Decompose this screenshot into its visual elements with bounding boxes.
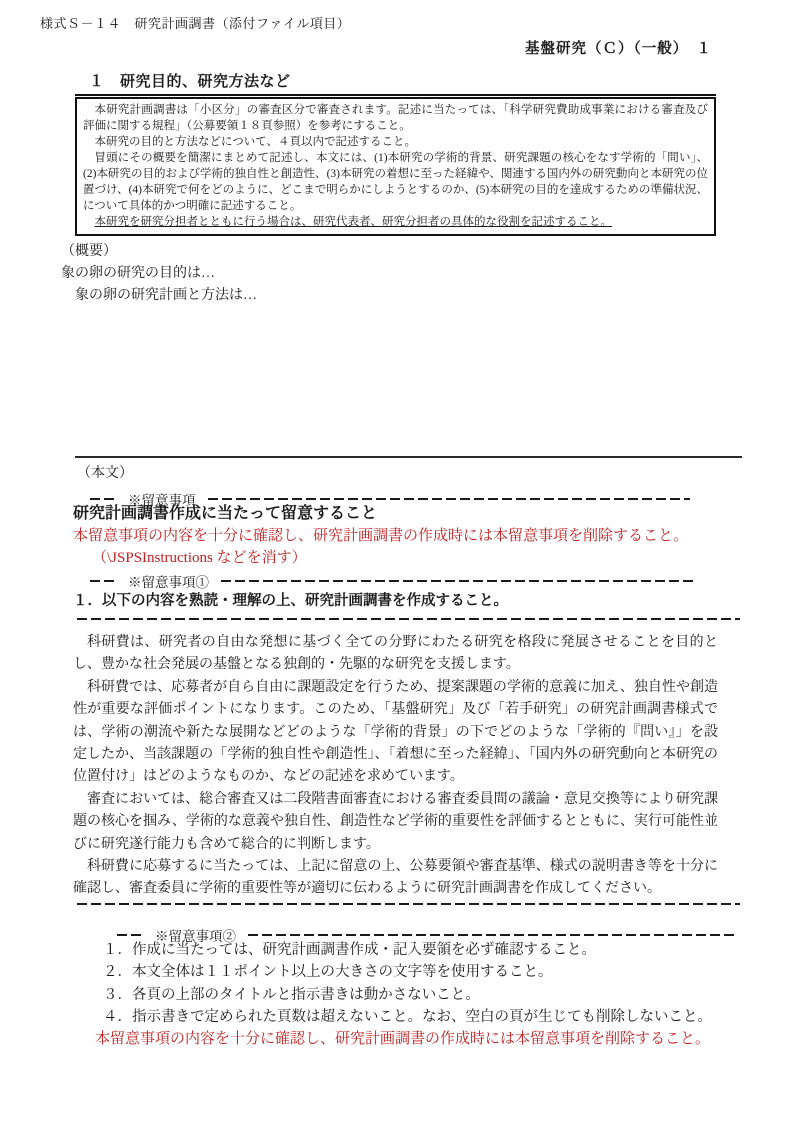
body-paragraph: 科研費に応募するに当たっては、上記に留意の上、公募要領や審査基準、様式の説明書き等を十分に確認し、審査委員に学術的重要性等が適切に伝わるように研究計画調書を作成してください。 bbox=[73, 857, 718, 896]
red-warning-final: 本留意事項の内容を十分に確認し、研究計画調書の作成時には本留意事項を削除すること。 bbox=[95, 1031, 711, 1047]
red-warning: 本留意事項の内容を十分に確認し、研究計画調書の作成時には本留意事項を削除すること。 bbox=[73, 528, 689, 544]
body-paragraphs bbox=[73, 630, 718, 899]
notes2-item-list bbox=[103, 939, 712, 1028]
dashed-separator bbox=[77, 903, 740, 905]
instruction-paragraph: 本研究計画調書は「小区分」の審査区分で審査されます。記述に当たっては、「科学研究費助成事業における審査及び評価に関する規程」（公募要領１８頁参照）を参考にすること。 bbox=[83, 104, 708, 132]
dash-prefix bbox=[90, 580, 117, 582]
notes2-item: １．作成に当たっては、研究計画調書作成・記入要領を必ず確認すること。 bbox=[103, 942, 596, 958]
overview-label: （概要） bbox=[61, 244, 117, 259]
notes2-item: ４．指示書きで定められた頁数は超えないこと。なお、空白の頁が生じても削除しないこと。 bbox=[103, 1008, 712, 1025]
note1-heading: １．以下の内容を熟読・理解の上、研究計画調書を作成すること。 bbox=[73, 593, 508, 609]
form-id-label: 様式Ｓ－１４ 研究計画調書（添付ファイル項目） bbox=[40, 16, 351, 31]
dashed-separator bbox=[77, 618, 740, 620]
notes-label: ※留意事項 bbox=[128, 493, 196, 508]
body-paragraph: 科研費では、応募者が自ら自由に課題設定を行うため、提案課題の学術的意義に加え、独自性や創造性が重要な評価ポイントになります。このため、「基盤研究」及び「若手研究」の研究計画調書様式では、学術の潮流や新たな展開などどのような「学術的背景」の下でどのような「学術的『問い』」を設定したか、当該課題の「学術的独自性や創造性」、「着想に至った経緯」、「国内外の研究動向と本研究の位置付け」はどのようなものか、などの記述を求めています。 bbox=[73, 677, 718, 784]
main-text-label: （本文） bbox=[77, 466, 133, 481]
overview-section bbox=[61, 241, 257, 307]
notes2-item: ２．本文全体は１１ポイント以上の大きさの文字等を使用すること。 bbox=[103, 964, 553, 981]
overview-line: 象の卵の研究計画と方法は… bbox=[61, 288, 257, 303]
dashed-line bbox=[221, 580, 696, 582]
dash-prefix bbox=[117, 934, 144, 936]
instruction-paragraph: 冒頭にその概要を簡潔にまとめて記述し、本文には、(1)本研究の学術的背景、研究課題の核心をなす学術的「問い」、(2)本研究の目的および学術的独自性と創造性、(3)本研究の着想に至った経緯や、関連する国内外の研究動向と本研究の位置づけ、(4)本研究で何をどのように、どこまで明らかにしようとするのか、(5)本研究の目的を達成するための準備状況、について具体的かつ明確に記述すること。 bbox=[83, 152, 708, 212]
notes-title: 研究計画調書作成に当たって留意すること bbox=[73, 505, 378, 522]
research-category-label: 基盤研究（Ｃ）（一般） １ bbox=[525, 41, 712, 57]
dashed-line bbox=[248, 934, 737, 936]
instructions-box bbox=[75, 97, 716, 236]
overview-line: 象の卵の研究の目的は… bbox=[61, 266, 215, 281]
section-heading: １ 研究目的、研究方法など bbox=[75, 70, 716, 96]
body-paragraph: 審査においては、総合審査又は二段階書面審査における審査委員間の議論・意見交換等により研究課題の核心を掴み、学術的な意義や独自性、創造性など学術的重要性を評価するとともに、実行可能性並びに研究遂行能力も含めて総合的に判断します。 bbox=[73, 789, 718, 851]
instruction-paragraph-underlined: 本研究を研究分担者とともに行う場合は、研究代表者、研究分担者の具体的な役割を記述すること。 bbox=[94, 216, 612, 228]
section-divider bbox=[75, 456, 742, 458]
notes1-header bbox=[90, 571, 696, 591]
body-paragraph: 科研費は、研究者の自由な発想に基づく全ての分野にわたる研究を格段に発展させることを目的とし、豊かな社会発展の基盤となる独創的・先駆的な研究を支援します。 bbox=[73, 633, 718, 672]
notes2-item: ３．各頁の上部のタイトルと指示書きは動かさないこと。 bbox=[103, 986, 480, 1003]
notes1-label: ※留意事項① bbox=[128, 575, 209, 590]
notes2-label: ※留意事項② bbox=[155, 929, 236, 944]
red-warning-subnote: （\JSPSInstructions などを消す） bbox=[92, 550, 307, 566]
instruction-paragraph: 本研究の目的と方法などについて、４頁以内で記述すること。 bbox=[94, 136, 417, 148]
